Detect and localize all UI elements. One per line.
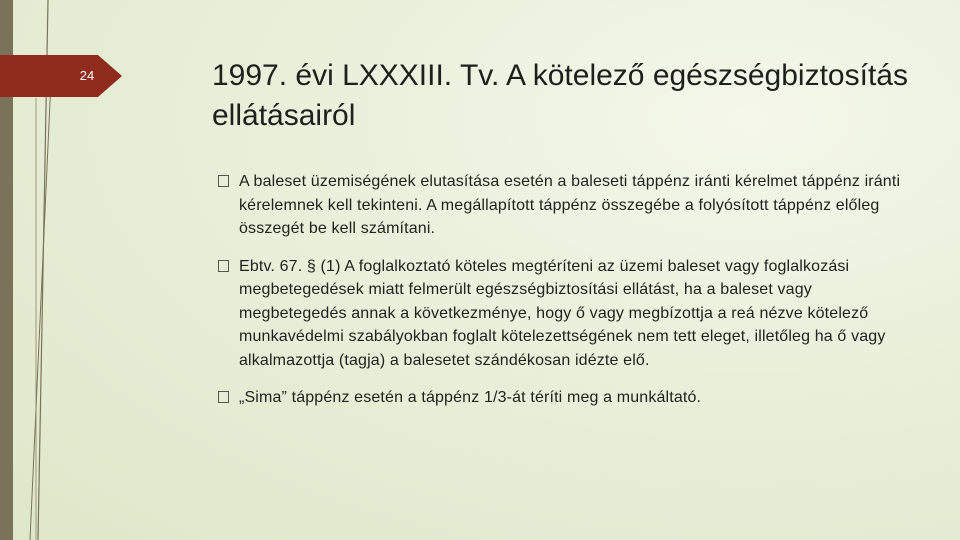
page-number: 24 xyxy=(79,68,95,83)
bullet-text: Ebtv. 67. § (1) A foglalkoztató köteles megtéríteni az üzemi baleset vagy foglalkozási megbetegedések miatt felmerült egészségbiztosítási ellátást, ha a baleset vagy megbetegedés annak a következménye, hogy ő vagy megbízottja a reá nézve kötelező munkavédelmi szabályokban foglalt kötelezettségének nem tett eleget, illetőleg ha ő vagy alkalmazottja (tagja) a balesetet szándékosan idézte elő. xyxy=(239,257,886,369)
bullet-list xyxy=(218,170,918,424)
bullet-text: A baleset üzemiségének elutasítása esetén a baleseti táppénz iránti kérelmet táppénz iránti kérelemnek kell tekinteni. A megállapított táppénz összegébe a folyósított táppénz előleg összegét be kell számítani. xyxy=(239,173,901,237)
bullet-text: „Sima” táppénz esetén a táppénz 1/3-át téríti meg a munkáltató. xyxy=(239,389,702,406)
bullet-item xyxy=(218,170,918,241)
empty-square-icon xyxy=(218,260,229,272)
empty-square-icon xyxy=(218,391,229,403)
bullet-item xyxy=(218,255,918,373)
slide-title: 1997. évi LXXXIII. Tv. A kötelező egészségbiztosítás ellátásairól xyxy=(212,59,908,132)
empty-square-icon xyxy=(218,175,229,187)
bullet-item xyxy=(218,386,918,410)
